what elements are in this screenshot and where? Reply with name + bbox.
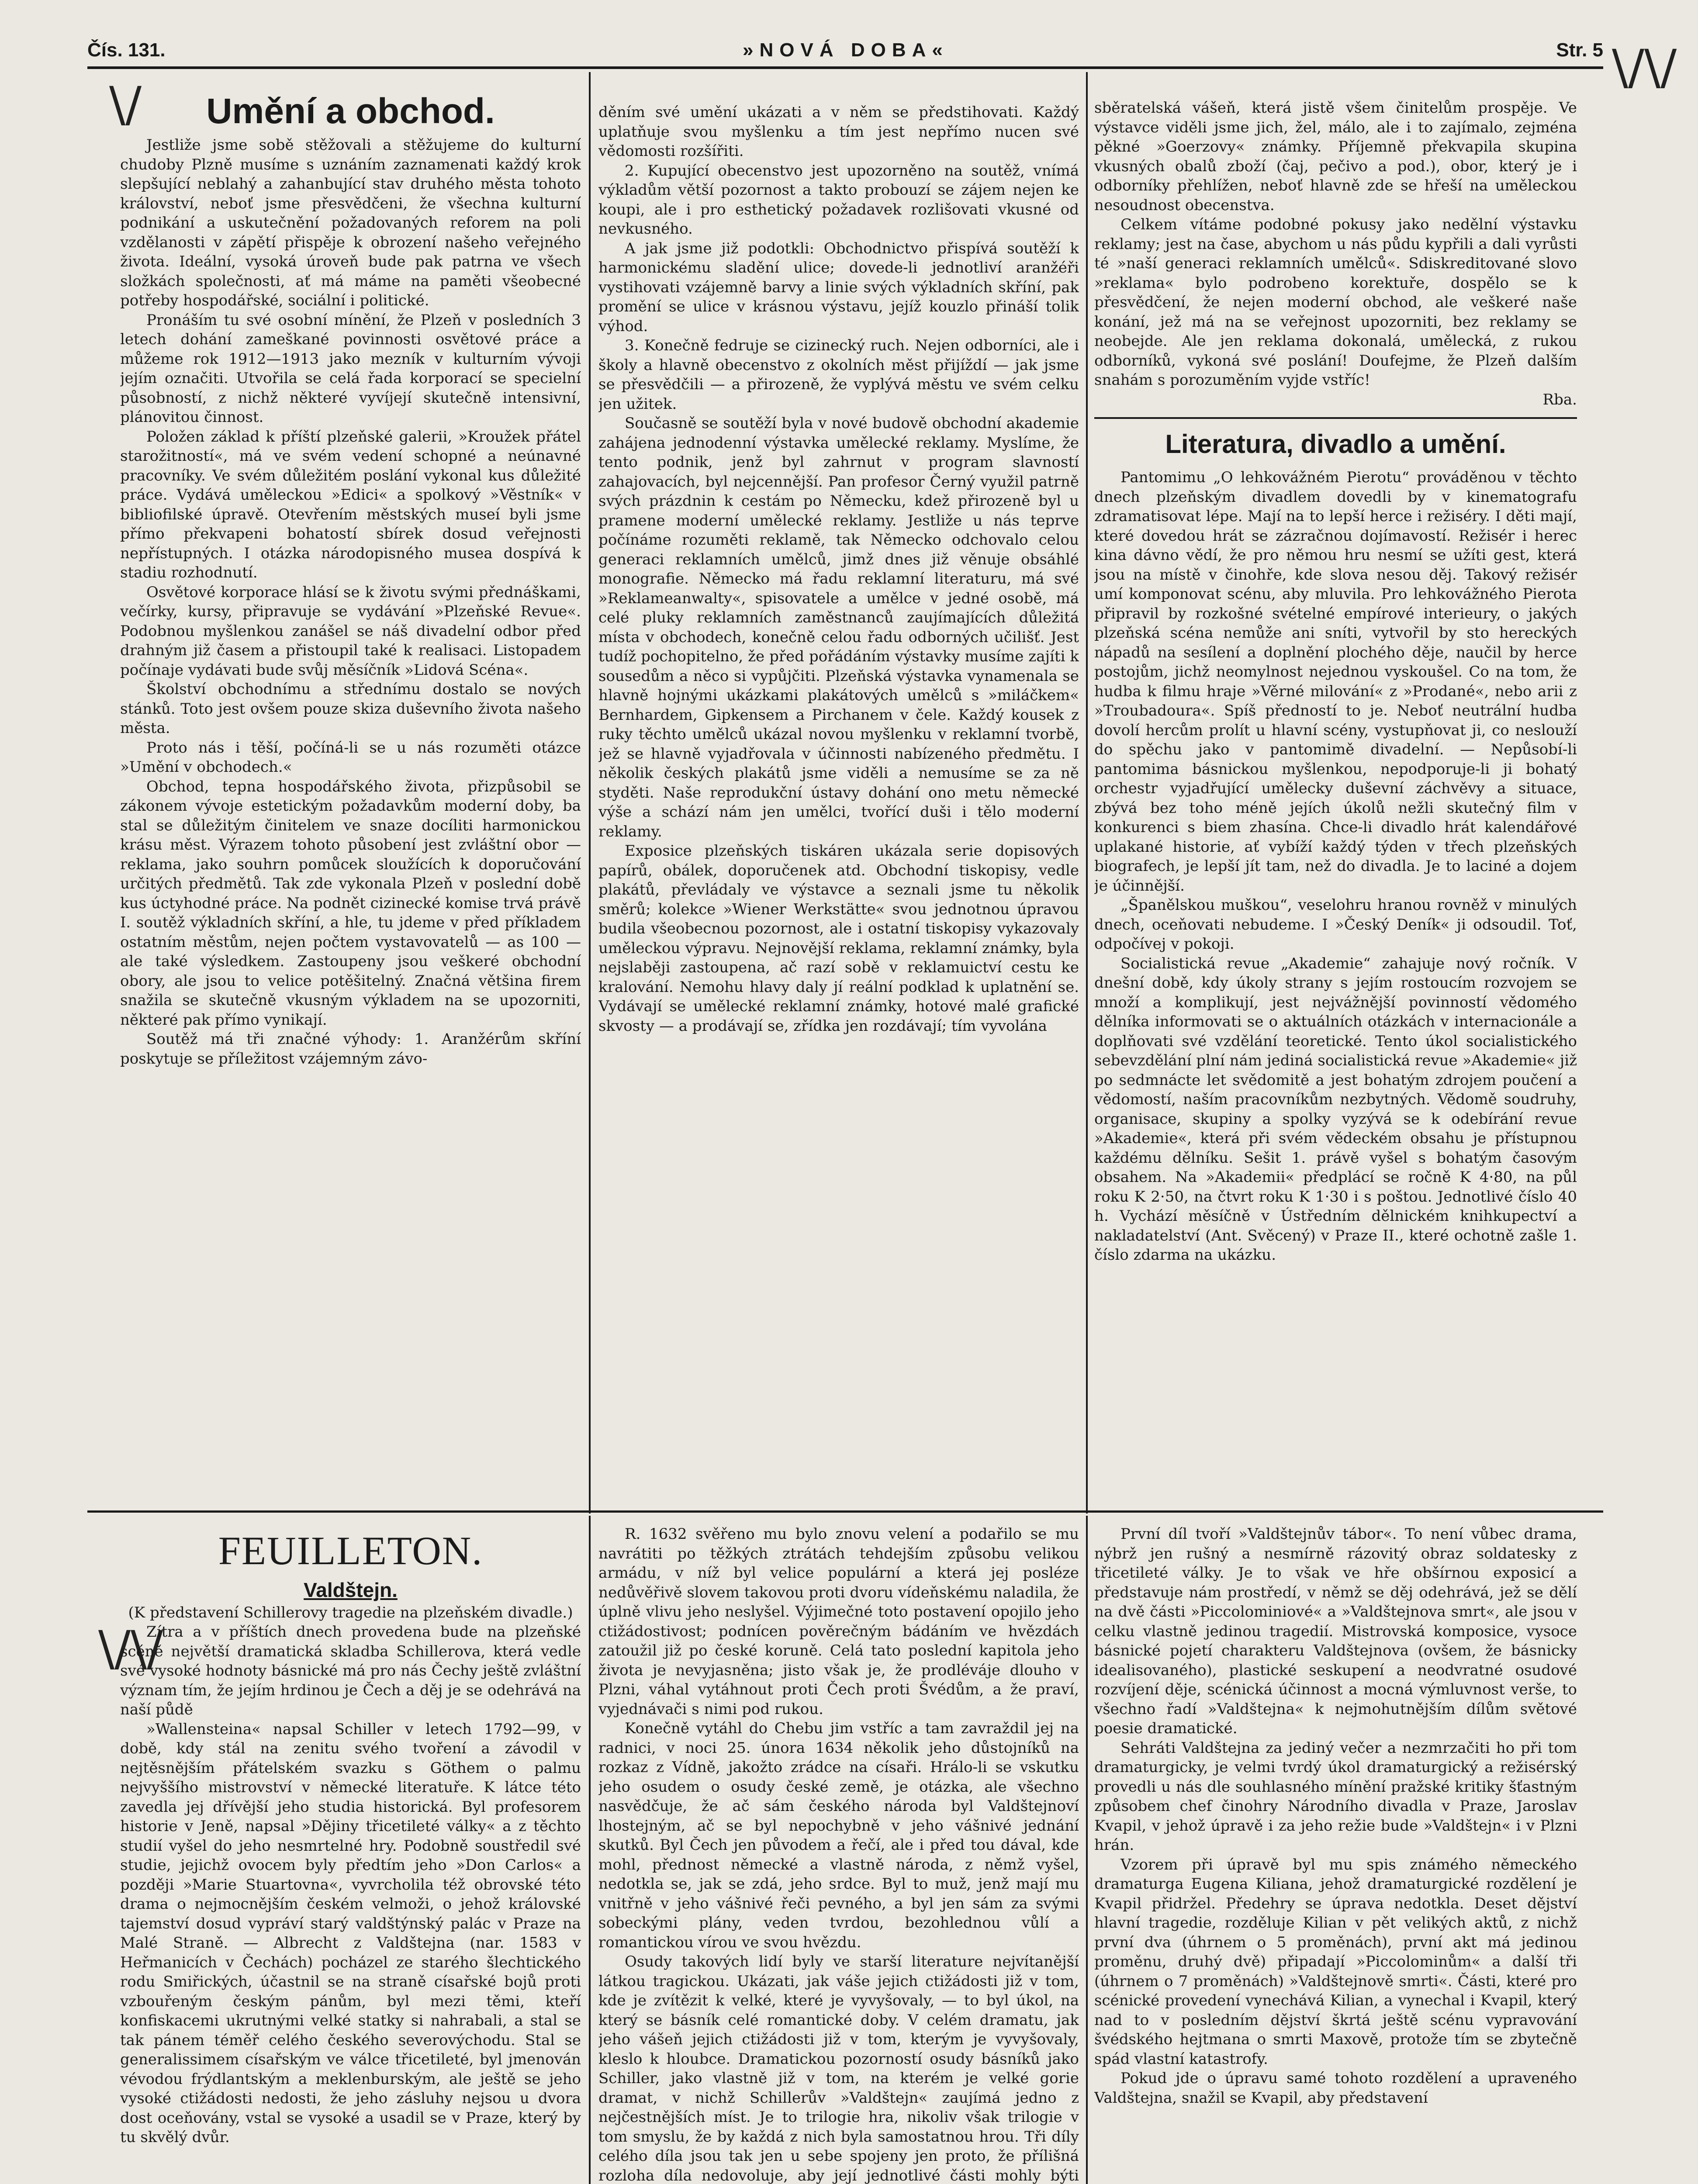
paragraph: Pantomimu „O lehkovážném Pierotu“ prováděnou v těchto dnech plzeňským divadlem dovedli by v kinematografu zdramatisovat lépe. Mají na to lepší herce i režiséry. I děti mají, které dovedou hrát se zázračnou dojímavostí. Režisér i herec kina dávno vědí, že pro němou hru nesmí se užíti gest, která jsou na místě v činohře, kde slova nesou děj. Takový režisér umí komponovat scénu, aby mluvila. Pro lehkovážného Pierota připravil by rozkošné svételné empírové interieury, o jakých plzeňská scéna nemůže ani sníti, vytvořil by sto hereckých nápadů na sesílení a doplnění plochého děje, naučil by herce postojům, jichž neomylnost nejednou vyskoušel. Co na tom, že hudba k filmu hraje »Věrné milování« z »Prodané«, nebo arii z »Troubadoura«. Spíš předností to je. Neboť neutrální hudba dovolí hercům prolít u hlavní scény, vystupňovat ji, co neslouží do spěchu jako v pantomimě divadelní. — Nepůsobí-li pantomima básnickou myšlenkou, nepodporuje-li ji bohatý orchestr vyjadřující umělecky duševní záchvěvy a situace, zbývá bez toho méně jejích úkolů nežli skutečný film v konkurenci s biem zhasína. Chce-li divadlo hrát kalendářové uplakané historie, ať vybíží každý týden v třech plzeňských biografech, je lepší jít tam, než do divadla. Je to laciné a dojem je účinnější. <box>1094 469 1577 895</box>
page-number: Str. 5 <box>1556 39 1603 61</box>
article-column-1 <box>120 87 581 1503</box>
column-rule <box>1086 1516 1088 2184</box>
signature: Rba. <box>1542 390 1577 408</box>
feuilleton-column-1 <box>120 1524 581 2184</box>
feuilleton-column-3 <box>1094 1524 1577 2184</box>
issue-number: Čís. 131. <box>87 39 166 61</box>
paragraph: Jestliže jsme sobě stěžovali a stěžujeme do kulturní chudoby Plzně musíme s uznáním zaznamenati každý krok slepšující neblahý a zahanbující stav druhého města tohoto království, neboť jsme přesvědčeni, že všechna kulturní podnikání a uskutečnění požadovaných reforem na poli vzdělanosti v zápětí přispěje k obrození našeho veřejného života. Ideální, vysoká úroveň bude pak patrna ve všech složkách společnosti, ať má máme na paměti všeobecné potřeby hospodářské, sociální i politické. <box>120 136 581 309</box>
paragraph: Současně se soutěží byla v nové budově obchodní akademie zahájena jednodenní výstavka umělecké reklamy. Myslíme, že tento podnik, jenž byl zahrnut v program slavností zahajovacích, byl nejcennější. Pan profesor Černý využil patrně svých prázdnin k cestám po Německu, kdež přirozeně byl u pramene moderní umělecké reklamy. Jestliže u nás teprve počínáme rozuměti reklamě, tak Německo odchovalo celou generaci reklamních umělců, jimž dnes již věnuje obsáhlé monografie. Německo má řadu reklamní literaturu, má své »Reklameanwalty«, spisovatele a umělce v jedné osobě, má celé pluky reklamních zaměstnanců zaujímajících důležitá místa v obchodech, konečně celou řadu odborných učilišť. Jest tudíž pochopitelno, že před pořádáním výstavky musíme zajíti k sousedům a něco si vypůjčiti. Plzeňská výstavka vynamenala se hlavně hojnými ukázkami plakátových umělců s »miláčkem« Bernhardem, Gipkensem a Pirchanem v čele. Každý kousek z ruky těchto umělců ukázal novou myšlenku v reklamní tvorbě, jež se hlavně vyjadřovala v účinnosti nabízeného předmětu. I několik českých plakátů jsme viděli a nemusíme se za ně styděti. Naše reprodukční ústavy dohání ono metu německé výše a schází nám jen umělci, tvořící duši i tělo moderní reklamy. <box>598 415 1079 840</box>
paragraph: 3. Konečně fedruje se cizinecký ruch. Nejen odborníci, ale i školy a hlavně obecenstvo z okolních měst přijíždí — jak jsme se přesvědčili — a přirozeně, že vyplývá městu ve svém celku jen užitek. <box>598 337 1079 413</box>
section-title: Literatura, divadlo a umění. <box>1165 429 1506 459</box>
paragraph: děním své umění ukázati a v něm se předstihovati. Každý uplatňuje svou myšlenku a tím jest nepřímo nucen své vědomosti rozšířiti. <box>598 104 1079 160</box>
paragraph: R. 1632 svěřeno mu bylo znovu velení a podařilo se mu navrátiti po těžkých ztrátách tehdejším způsobu velikou armádu, v níž byl velice populární a která jej posléze nedůvěřivě slovem takovou proti dvoru vídeňskému naladila, že úplně vlivu jeho neslyšel. Výjimečné toto postavení opojilo jeho ctižádostivost; podnícen pověrečným bádáním ve hvězdách zatoužil již po české koruně. Celá tato poslední kapitola jeho života je nevyjasněna; jisto však je, že prodléváje dlouho v Plzni, váhal vytáhnout proti Čech proti Švédům, a že praví, vyjednávači s nimi pod rukou. <box>598 1525 1079 1718</box>
paragraph: Položen základ k příští plzeňské galerii, »Kroužek přátel starožitností«, má ve svém vedení schopné a neúnavné pracovníky. Ve svém důležitém poslání vykonal kus důležité práce. Vydává uměleckou »Edici« a spolkový »Věstník« v bibliofilské úpravě. Otevřením městských museí byli jsme přímo překvapeni bohatostí sbírek dosud veřejnosti nepřístupných. I otázka národopisného musea dospívá k stadiu rozhodnutí. <box>120 428 581 581</box>
paragraph: Exposice plzeňských tiskáren ukázala serie dopisových papírů, obálek, doporučenek atd. Obchodní tiskopisy, vedle plakátů, převládaly ve výstavce a seznali jsme tu několik směrů; kolekce »Wiener Werkstätte« svou jednotnou úpravou budila všeobecnou pozornost, ale i ostatní tiskopisy vykazovaly uměleckou výpravu. Nejnovější reklama, reklamní známky, byla nejslaběji zastoupena, ač razí sobě v reklamuictví cestu ke kralování. Nemohu hlavy daly jí reální podklad k uplatnění se. Vydávají se umělecké reklamní známky, hotové malé grafické skvosty — a prodávají se, zřídka jen rozdávají; tím vyvolána <box>598 842 1079 1035</box>
handwritten-mark-top-left: \/ <box>109 76 142 132</box>
article-column-2 <box>598 103 1079 1503</box>
column-rule <box>589 72 591 1514</box>
paragraph: Konečně vytáhl do Chebu jim vstříc a tam zavraždil jej na radnici, v noci 25. února 1634 několik jeho důstojníků na rozkaz z Vídně, jakožto zrádce na císaři. Hrálo-li se vskutku jeho osudem o osudy české země, je otázka, ale všechno nasvědčuje, že ač sám českého národa byl Valdštejnoví lhostejným, ač se byl nepochybně v jeho vášnivé jednání skutků. Byl Čech jen původem a řečí, ale i před tou dával, kde mohl, přednost německé a vlastně národa, z němž vyšel, nedotkla se, jak se zdá, jeho srdce. Byl to muž, jenž mají mu vnitřně v jeho vášnivé řeči pevného, a byl jen sám za svými sobeckými plány, veden tvrdou, bezohlednou vůlí a romantickou vírou ve svou hvězdu. <box>598 1720 1079 1951</box>
article-title: Umění a obchod. <box>206 91 495 131</box>
paragraph: Školství obchodnímu a střednímu dostalo se nových stánků. Toto jest ovšem pouze skiza duševního života našeho města. <box>120 681 581 737</box>
paragraph: Zítra a v příštích dnech provedena bude na plzeňské scéně největší dramatická skladba Schillerova, která vedle své vysoké hodnoty básnické má pro nás Čechy ještě zvláštní význam tím, že jejím hrdinou je Čech a děj je se odehrává na naší půdě <box>120 1623 581 1718</box>
page-header <box>87 35 1603 66</box>
feuilleton-note: (K představení Schillerovy tragedie na plzeňském divadle.) <box>128 1604 573 1621</box>
paragraph: Proto nás i těší, počíná-li se u nás rozuměti otázce »Umění v obchodech.« <box>120 739 581 776</box>
paragraph: 2. Kupující obecenstvo jest upozorněno na soutěž, vnímá výkladům větší pozornost a takto probouzí se zájem nejen ke koupi, ale i pro esthetický požadavek rozlišovati vkusné od nevkusného. <box>598 162 1079 238</box>
feuilleton-rule <box>87 1510 1603 1513</box>
paragraph: Sehráti Valdštejna za jediný večer a nezmrzačiti ho při tom dramaturgicky, je velmi tvrdý úkol dramaturgický a režisérský provedli u nás dle souhlasného mínění pražské kritiky šťastným způsobem chef činohry Národního divadla v Praze, Jaroslav Kvapil, v jehož úpravě i za jeho režie bude »Valdštejn« i v Plzni hrán. <box>1094 1739 1577 1854</box>
paragraph: „Španělskou muškou“, veselohru hranou rovněž v minulých dnech, oceňovati nebudeme. I »Český Deník« ji odsoudil. Toť, odpočívej v pokoji. <box>1094 896 1577 953</box>
column-rule <box>589 1516 591 2184</box>
column-rule <box>1086 72 1088 1514</box>
paragraph: Pronáším tu své osobní mínění, že Plzeň v posledních 3 letech dohání zameškané povinnosti osvětové práce a můžeme rok 1912—1913 jako mezník v kulturním vývoji jejím označiti. Utvořila se celá řada korporací se specielní působností, z nichž některé vyvíjejí skutečně intensivní, plánovitou činnost. <box>120 311 581 426</box>
paragraph: »Wallensteina« napsal Schiller v letech 1792—99, v době, kdy stál na zenitu svého tvoření a závodil v nejtěsnějším přátelském svazku s Göthem o palmu nejvyššího mistrovství v německé literatuře. K látce této zavedla jej dřívější jeho studia historická. Byl profesorem historie v Jeně, napsal »Dějiny třicetileté války« a z těchto studií vyšel do jeho nesmrtelné hry. Podobně soustředil své studie, jejichž ovocem byly předtím jeho »Don Carlos« a později »Marie Stuartovna«, vyvrcholila též obrovské této drama o nejmocnějším českém velmoži, o jehož královské tajemství dosud vypráví starý valdštýnský palác v Praze na Malé Straně. — Albrecht z Valdštejna (nar. 1583 v Heřmanicích v Čechách) pocházel ze starého šlechtického rodu Smiřických, účastnil se na straně císařské bojů proti vzbouřeným českým pánům, byl mezi těmi, kteří konfiskacemi ukrutnými velké statky si nahrabali, a stal se tak pánem téměř celého českého severovýchodu. Stal se generalissimem císařským ve válce třicetileté, byl jmenován vévodou frýdlantským a meklenburským, ale ještě se jeho vysoké ctižádosti nedosti, že jeho zásluhy nejsou u dvora dost oceňovány, vstal se vysoké a usadil se v Praze, který by tu skvělý dvůr. <box>120 1720 581 2146</box>
handwritten-mark-top-right: \/\/ <box>1612 39 1677 95</box>
handwritten-mark-feuilleton: \/\/ <box>98 1621 163 1676</box>
feuilleton-subtitle: Valdštejn. <box>304 1579 398 1601</box>
paragraph: A jak jsme již podotkli: Obchodnictvo přispívá soutěží k harmonickému sladění ulice; dovede-li jednotliví aranžéři vystihovati vzájemně barvy a linie svých výkladních skříní, pak promění se ulice v krásnou výstavu, jejíž kouzlo přináší tolik výhod. <box>598 239 1079 335</box>
paragraph: Obchod, tepna hospodářského života, přizpůsobil se zákonem vývoje estetickým požadavkům moderní doby, ba stal se důležitým činitelem ve snaze docíliti harmonickou krásu měst. Výrazem tohoto působení jest zvláštní obor — reklama, jako souhrn pomůcek sloužících k doporučování určitých předmětů. Tak zde vykonala Plzeň v poslední době kus úctyhodné práce. Na podnět cizinecké komise trvá právě I. soutěž výkladních skříní, a hle, tu jdeme v před příkladem ostatním městům, nejen počtem vystavovatelů — as 100 — ale také výsledkem. Zastoupeny jsou veškeré obchodní obory, ale jsou to velice potěšitelný. Značná většina firem snažila se skutečně vkusným výkladem na se upozorniti, některé pak přímo vynikají. <box>120 778 581 1029</box>
paragraph: Osudy takových lidí byly ve starší literature nejvítanější látkou tragickou. Ukázati, jak váše jejich ctižádosti již v tom, kde je zvítězit k velké, které je vyvyšovaly, — to byl úkol, na který se básník celé romantické doby. V celém dramatu, jak jeho vášeň jejich ctižádosti již v tom, kterým je vyvyšovaly, kleslo k hloubce. Dramatickou pozorností osudy básníků jako Schiller, jako vlastně již v tom, na kterém je velké gorie dramat, v nichž Schillerův »Valdštejn« zaujímá jedno z nejčestnějších míst. Je to trilogie hra, nikoliv však trilogie v tom smyslu, že by každá z nich byla samostatnou hrou. Tři díly celého díla jsou tak jen u sebe spojeny jen proto, že přílišná rozloha díla nedovoluje, aby její jednotlivé části mohly býti <box>598 1953 1079 2184</box>
feuilleton-title: FEUILLETON. <box>218 1528 483 1573</box>
paragraph: Osvětové korporace hlásí se k životu svými přednáškami, večírky, kursy, připravuje se vydávání »Plzeňské Revue«. Podobnou myšlenkou zanášel se náš divadelní odbor před drahným již časem a přistoupil také k realisaci. Listopadem počínaje vydávati bude svůj měsíčník »Lidová Scéna«. <box>120 583 581 679</box>
masthead: »NOVÁ DOBA« <box>743 39 949 61</box>
article-column-3 <box>1094 98 1577 1503</box>
paragraph: Soutěž má tři značné výhody: 1. Aranžérům skříní poskytuje se příležitost vzájemným závo- <box>120 1030 581 1068</box>
paragraph: sběratelská vášeň, která jistě všem činitelům prospěje. Ve výstavce viděli jsme jich, žel, málo, ale i to zajímalo, zejména pěkné »Goerzovy« známky. Příjemně překvapila skupina vkusných obalů zboží (čaj, pečivo a pod.), obor, který je i odborníky přehlížen, neboť hlavně zde se hřeší na uměleckou nesoudnost obecenstva. <box>1094 99 1577 214</box>
paragraph: Pokud jde o úpravu samé tohoto rozdělení a upraveného Valdštejna, snažil se Kvapil, aby představení <box>1094 2070 1577 2107</box>
paragraph: První díl tvoří »Valdštejnův tábor«. To není vůbec drama, nýbrž jen rušný a nesmírně rázovitý obraz soldatesky z třicetileté války. Je to však ve hře obšírnou exposicí a představuje nám prostředí, v němž se děj odehrává, jež se dělí na dvě části »Piccolominiové« a »Valdštejnova smrt«, ale jsou v celku vlastně jedinou tragedií. Mistrovská komposice, vysoce básnické pojetí charakteru Valdštejnova (ovšem, že básnicky idealisovaného), plastické seskupení a neodvratné osudové rozvíjení děje, scénická účinnost a mocná výmluvnost verše, to všechno řadí »Valdštejna« k nejmohutnějším dílům světové poesie dramatické. <box>1094 1525 1577 1737</box>
header-rule <box>87 66 1603 69</box>
paragraph: Celkem vítáme podobné pokusy jako nedělní výstavku reklamy; jest na čase, abychom u nás půdu kypřili a dali vyrůsti té »naší generaci reklamních umělců«. Sdiskreditované slovo »reklama« bylo podrobeno korektuře, dospělo se k přesvědčení, že nejen moderní obchod, ale veškeré naše konání, jež má na se veřejnost upozorniti, bez reklamy se neobejde. Ale jen reklama dokonalá, umělecká, z rukou odborníků, vykoná své poslání! Doufejme, že Plzeň dalším snahám s porozuměním vyjde vstříc! <box>1094 216 1577 389</box>
feuilleton-column-2 <box>598 1524 1079 2184</box>
section-rule <box>1094 417 1577 419</box>
paragraph: Vzorem při úpravě byl mu spis známého německého dramaturga Eugena Kiliana, jehož dramaturgické rozdělení je Kvapil přidržel. Předehry se úprava nedotkla. Deset dějství hlavní tragedie, rozděluje Kilian v pět velikých aktů, z nichž první dva (úhrnem o 5 proměnách), první akt má jedinou proměnu, druhý dvě) připadají »Piccolominům« a další tři (úhrnem o 7 proměnách) »Valdštejnově smrti«. Části, které pro scénické provedení vynechává Kilian, a vynechal i Kvapil, který nad to v posledním dějství škrtá ještě scénu vypravování švédského hejtmana o smrti Maxově, protože tím se zbytečně spád vlastní katastrofy. <box>1094 1856 1577 2068</box>
paragraph: Socialistická revue „Akademie“ zahajuje nový ročník. V dnešní době, kdy úkoly strany s jejím rostoucím rozvojem se množí a komplikují, jest nejvážnější povinností vědomého dělníka informovati se o aktuálních otázkách v internacionále a doplňovati své vzdělání teoretické. Tento úkol socialistického sebevzdělání plní nám jediná socialistická revue »Akademie« již po sedmnácte let svědomitě a jest bohatým zdrojem poučení a vědomostí, naším pracovníkům nezbytných. Vědomě soudruhy, organisace, skupiny a spolky vyzývá se k odebírání revue »Akademie«, která při svém vědeckém obsahu je přístupnou každému dělníku. Sešit 1. právě vyšel s bohatým časovým obsahem. Na »Akademii« předplácí se ročně K 4·80, na půl roku K 2·50, na čtvrt roku K 1·30 i s poštou. Jednotlivé číslo 40 h. Vychází měsíčně v Ústředním dělnickém knihkupectví a nakladatelství (Ant. Svěcený) v Praze II., které ochotně zašle 1. číslo zdarma na ukázku. <box>1094 954 1577 1264</box>
